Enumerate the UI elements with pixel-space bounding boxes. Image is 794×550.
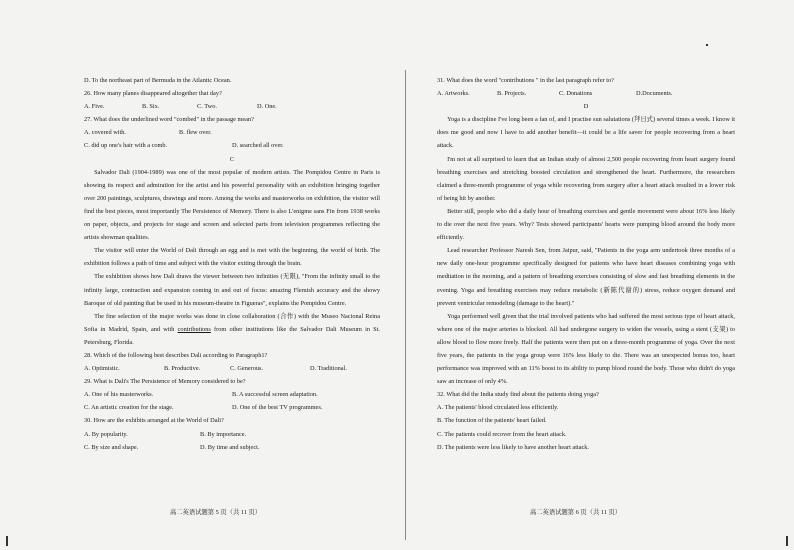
scan-mark <box>6 536 8 546</box>
q25-option-d: D. To the northeast part of Bermuda in the Atlantic Ocean. <box>84 77 232 84</box>
scan-mark <box>786 536 788 546</box>
q26-options <box>84 100 380 113</box>
passage-c-para-2: The visitor will enter the World of Dali through an egg and is met with the beginning, the world of birth. The exhibition follows a path of time and subject with the visitor exiting through the brain. <box>84 247 380 268</box>
q29-options-row2 <box>84 401 380 414</box>
passage-d-para-1: Yoga is a discipline I've long been a fan of, and I practise sun salutations (拜日式) several times a week. I know it does me good and now I have to add another benefit—it could be a life saver for people recovering from a heart attack. <box>437 116 735 150</box>
q30-stem: 30. How are the exhibits arranged at the World of Dali? <box>84 417 224 425</box>
column-divider <box>405 70 406 540</box>
q28-option-c: C. Generous. <box>230 365 264 373</box>
q26-stem: 26. How many planes disappeared altogether that day? <box>84 90 222 98</box>
q31-option-b: B. Projects. <box>497 90 527 98</box>
para-4-text-start: The fine selection of the major works was done in close collaboration (合作) with the Museo Nacional Reina Sofia in Madrid, Spain, and with <box>84 312 380 333</box>
q30-option-b: B. By importance. <box>200 430 247 438</box>
scan-dot <box>706 44 708 46</box>
q31-options <box>437 87 735 100</box>
q30-options-row2 <box>84 441 380 454</box>
q30-options-row1 <box>84 428 380 441</box>
passage-c-para-3: The exhibition shows how Dali draws the viewer between two infinities (无限), "From the infinity small to the infinity large, contraction and expansion coming in and out of focus: amazing Flemish accuracy and the showy Baroque of old painting that be used in his museum-theatre in Figueras", explains the Pompidou Centre. <box>84 273 380 307</box>
q32-option-a: A. The patients' blood circulated less efficiently. <box>437 404 559 412</box>
passage-d-para-5: Yoga performed well given that the trial involved patients who had suffered the most serious type of heart attack, where one of the major arteries is blocked. All had undergone surgery to widen the vessels, using a stent (支架) to allow blood to flow more freely. Half the patients were then put on a three-month programme of yoga. Over the next five years, the patients in the yoga group were 16% less likely to die. There was an unexpected bonus too, heart performance was improved with an 11% boost to its ability to pump blood round the body. Those who didn't do yoga saw an increase of only 4%. <box>437 312 735 386</box>
q27-options-row1 <box>84 126 380 139</box>
passage-c-para-1: Salvador Dali (1904-1989) was one of the most popular of modern artists. The Pompidou Centre in Paris is showing its respect and admiration for the artist and his powerful personality with an exhibition bringing together over 200 paintings, sculptures, drawings and more. Among the works and masterworks on exhibition, the visitor will find the best pieces, most importantly The Persistence of Memory. There is also L'enigme sans Fin from 1938 works on paper, objects, and projects for stage and screen and selected parts from television programmes reflecting the artists showman qualities. <box>84 168 380 242</box>
q32-option-b: B. The function of the patients' heart failed. <box>437 417 547 425</box>
q29-option-a: A. One of his masterworks. <box>84 391 154 399</box>
q26-option-c: C. Two. <box>197 103 217 111</box>
passage-c-para-4 <box>84 310 380 349</box>
q32-stem: 32. What did the India study find about the patients doing yoga? <box>437 391 599 399</box>
q28-option-a: A. Optimistic. <box>84 365 120 373</box>
right-page <box>437 74 735 454</box>
underlined-word-contributions: contributions <box>177 325 211 333</box>
q30-option-c: C. By size and shape. <box>84 443 139 451</box>
q31-option-c: C. Donations <box>559 90 593 98</box>
left-page <box>84 74 380 454</box>
left-page-footer: 高二英语试题第 5 页（共 11 页） <box>170 509 262 516</box>
q27-stem: 27. What does the underlined word "combed" in the passage mean? <box>84 116 254 124</box>
q27-options-row2 <box>84 139 380 152</box>
q30-option-a: A. By popularity. <box>84 430 128 438</box>
passage-d-para-4: Lead researcher Professor Naresh Sen, from Jaipur, said, "Patients in the yoga arm undertook three months of a new daily one-hour programme specifically designed for patients who have heart diseases combining yoga with meditation in the morning, and a pattern of breathing exercises consisting of slow and fast breathing elements in the evening. Yoga and breathing exercises may reduce metabolic (新陈代谢的) stress, reduce oxygen demand and prevent ventricular remodeling (damage to the heart)." <box>437 247 735 307</box>
q30-option-d: D. By time and subject. <box>200 443 260 451</box>
q31-stem: 31. What does the word "contributions " in the last paragraph refer to? <box>437 77 614 84</box>
q28-stem: 28. Which of the following best describes Dali according to Paragraph1? <box>84 351 268 359</box>
passage-d-para-2: I'm not at all surprised to learn that an Indian study of almost 2,500 people recovering from heart surgery found breathing exercises and stretching boosted circulation and strengthened the heart. Furthermore, the researchers claimed a three-month programme of yoga while recovering from surgery after a heart attack resulted in a lower risk of being hit by another. <box>437 155 735 202</box>
q27-option-c: C. did up one's hair with a comb. <box>84 142 168 150</box>
right-page-footer: 高二英语试题第 6 页（共 11 页） <box>530 509 622 516</box>
section-d-heading: D <box>583 103 589 111</box>
q28-options <box>84 362 380 375</box>
q27-option-d: D. searched all over. <box>232 142 284 150</box>
q29-option-b: B. A successful screen adaptation. <box>232 391 318 399</box>
q32-option-c: C. The patients could recover from the heart attack. <box>437 430 567 438</box>
q29-stem: 29. What is Dali's The Persistence of Memory considered to be? <box>84 378 246 386</box>
q28-option-d: D. Traditional. <box>310 365 347 373</box>
section-c-heading: C <box>229 155 235 163</box>
q27-option-b: B. flew over. <box>179 129 212 137</box>
q29-option-d: D. One of the best TV programmes. <box>232 404 323 412</box>
q26-option-a: A. Five. <box>84 103 105 111</box>
q31-option-d: D.Documents. <box>636 90 673 98</box>
q27-option-a: A. covered with. <box>84 129 126 137</box>
q31-option-a: A. Artworks. <box>437 90 470 98</box>
passage-d-para-3: Better still, people who did a daily hour of breathing exercises and gentle movement were about 16% less likely to die over the next five years. Why? Tests showed participants' hearts were pumping blood around the body more efficiently. <box>437 207 735 242</box>
q32-option-d: D. The patients were less likely to have another heart attack. <box>437 443 590 451</box>
para-4-text-end: from other institutions like the Salvador Dali Museum in St. Petersburg, Florida. <box>84 325 380 346</box>
q26-option-d: D. One. <box>257 103 277 111</box>
q29-options-row1 <box>84 388 380 401</box>
q29-option-c: C. An artistic creation for the stage. <box>84 404 174 412</box>
q26-option-b: B. Six. <box>142 103 160 111</box>
q28-option-b: B. Productive. <box>164 365 201 373</box>
